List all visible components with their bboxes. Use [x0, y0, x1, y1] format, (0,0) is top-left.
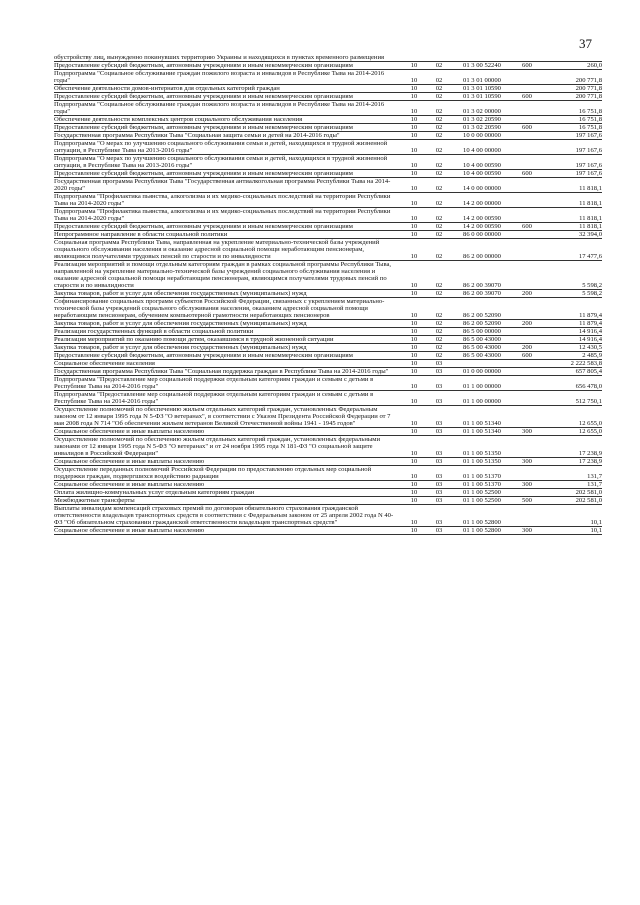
subsection-cell: 02: [426, 352, 452, 360]
target-article-cell: 01 3 02 20590: [452, 124, 512, 132]
table-row: [54, 406, 602, 428]
expense-type-cell: 600: [512, 352, 542, 360]
section-cell: 10: [402, 261, 426, 290]
target-article-cell: 01 1 00 51340: [452, 428, 512, 436]
section-cell: 10: [402, 458, 426, 466]
target-article-cell: 01 3 00 52240: [452, 62, 512, 70]
item-name-cell: Государственная программа Республики Тыва "Социальная поддержка граждан в Республике Тыва на 2014-2016 годы": [54, 368, 402, 376]
subsection-cell: 02: [426, 178, 452, 193]
budget-table: [54, 54, 602, 535]
section-cell: 10: [402, 290, 426, 298]
target-article-cell: 14 2 00 00000: [452, 193, 512, 208]
target-article-cell: 86 2 00 52090: [452, 320, 512, 328]
item-name-cell: Осуществление переданных полномочий Российской Федерации по предоставлению отдельных мер социальной поддержки граждан, подвергшихся воздействию радиации: [54, 466, 402, 481]
expense-type-cell: [512, 368, 542, 376]
target-article-cell: 01 0 00 00000: [452, 368, 512, 376]
expense-type-cell: 300: [512, 481, 542, 489]
amount-cell: 200 771,8: [542, 85, 602, 93]
expense-type-cell: [512, 231, 542, 239]
amount-cell: 202 581,0: [542, 497, 602, 505]
table-row: [54, 178, 602, 193]
expense-type-cell: 300: [512, 527, 542, 535]
table-row: [54, 193, 602, 208]
amount-cell: 2 222 583,8: [542, 360, 602, 368]
target-article-cell: 01 1 00 00000: [452, 376, 512, 391]
target-article-cell: 10 4 00 00000: [452, 140, 512, 155]
item-name-cell: Закупка товаров, работ и услуг для обеспечения государственных (муниципальных) нужд: [54, 320, 402, 328]
amount-cell: 260,0: [542, 62, 602, 70]
subsection-cell: 03: [426, 497, 452, 505]
item-name-cell: Предоставление субсидий бюджетным, автономным учреждениям и иным некоммерческим организациям: [54, 124, 402, 132]
amount-cell: 200 771,8: [542, 93, 602, 101]
section-cell: 10: [402, 489, 426, 497]
subsection-cell: 03: [426, 391, 452, 406]
item-name-cell: Непрограммное направление в области социальной политики: [54, 231, 402, 239]
table-row: [54, 54, 602, 62]
subsection-cell: 02: [426, 116, 452, 124]
target-article-cell: 86 0 00 00000: [452, 231, 512, 239]
section-cell: 10: [402, 406, 426, 428]
target-article-cell: [452, 360, 512, 368]
subsection-cell: 03: [426, 466, 452, 481]
table-row: [54, 140, 602, 155]
expense-type-cell: [512, 466, 542, 481]
target-article-cell: 86 5 00 43000: [452, 352, 512, 360]
table-row: [54, 489, 602, 497]
target-article-cell: 86 5 00 43000: [452, 336, 512, 344]
table-row: [54, 344, 602, 352]
amount-cell: 10,1: [542, 527, 602, 535]
item-name-cell: Обеспечение деятельности домов-интернатов для отдельных категорий граждан: [54, 85, 402, 93]
item-name-cell: Реализация мероприятий и помощи отдельным категориям граждан в рамках социальной программы Республики Тыва, направленной на укрепление материально-технической базы учреждений социального обслуживания населения и оказание адресной социальной помощи неработающим пенсионерам, являющимся получателями трудовых пенсий по старости и по инвалидности: [54, 261, 402, 290]
amount-cell: 17 238,9: [542, 436, 602, 458]
expense-type-cell: [512, 336, 542, 344]
amount-cell: 11 879,4: [542, 298, 602, 320]
subsection-cell: 02: [426, 298, 452, 320]
section-cell: 10: [402, 360, 426, 368]
amount-cell: 14 916,4: [542, 328, 602, 336]
subsection-cell: 03: [426, 376, 452, 391]
table-row: [54, 328, 602, 336]
target-article-cell: 01 1 00 52800: [452, 505, 512, 527]
budget-table-body: [54, 54, 602, 535]
table-row: [54, 116, 602, 124]
amount-cell: 17 477,6: [542, 239, 602, 261]
section-cell: 10: [402, 505, 426, 527]
item-name-cell: Предоставление субсидий бюджетным, автономным учреждениям и иным некоммерческим организациям: [54, 170, 402, 178]
amount-cell: [542, 54, 602, 62]
amount-cell: 197 167,6: [542, 155, 602, 170]
section-cell: 10: [402, 428, 426, 436]
section-cell: 10: [402, 320, 426, 328]
subsection-cell: 03: [426, 527, 452, 535]
item-name-cell: Социальное обеспечение и иные выплаты населению: [54, 428, 402, 436]
amount-cell: 10,1: [542, 505, 602, 527]
expense-type-cell: [512, 193, 542, 208]
target-article-cell: 01 1 00 51370: [452, 466, 512, 481]
target-article-cell: 01 3 02 20590: [452, 116, 512, 124]
expense-type-cell: [512, 208, 542, 223]
item-name-cell: Подпрограмма "Предоставление мер социальной поддержки отдельным категориям граждан и семьям с детьми в Республике Тыва на 2014-2016 годы": [54, 391, 402, 406]
subsection-cell: 02: [426, 290, 452, 298]
item-name-cell: Подпрограмма "Социальное обслуживание граждан пожилого возраста и инвалидов в Республике Тыва на 2014-2016 годы": [54, 70, 402, 85]
expense-type-cell: [512, 70, 542, 85]
section-cell: 10: [402, 352, 426, 360]
item-name-cell: Осуществление полномочий по обеспечению жильем отдельных категорий граждан, установленных Федеральным законом от 12 января 1995 года N 5-ФЗ "О ветеранах", в соответствии с Указом Президента Российской Федерации от 7 мая 2008 года N 714 "Об обеспечении жильем ветеранов Великой Отечественной войны 1941 - 1945 годов": [54, 406, 402, 428]
target-article-cell: 86 5 00 00000: [452, 328, 512, 336]
amount-cell: 197 167,6: [542, 132, 602, 140]
subsection-cell: 03: [426, 428, 452, 436]
table-row: [54, 497, 602, 505]
amount-cell: 2 485,9: [542, 352, 602, 360]
subsection-cell: 03: [426, 505, 452, 527]
target-article-cell: 01 1 00 00000: [452, 391, 512, 406]
expense-type-cell: 300: [512, 428, 542, 436]
section-cell: 10: [402, 62, 426, 70]
table-row: [54, 93, 602, 101]
table-row: [54, 391, 602, 406]
subsection-cell: 02: [426, 124, 452, 132]
table-row: [54, 101, 602, 116]
subsection-cell: 03: [426, 406, 452, 428]
section-cell: 10: [402, 239, 426, 261]
table-row: [54, 481, 602, 489]
table-row: [54, 527, 602, 535]
target-article-cell: 86 5 00 43000: [452, 344, 512, 352]
section-cell: 10: [402, 336, 426, 344]
section-cell: 10: [402, 178, 426, 193]
target-article-cell: [452, 54, 512, 62]
target-article-cell: 01 1 00 51350: [452, 436, 512, 458]
section-cell: 10: [402, 93, 426, 101]
subsection-cell: 03: [426, 436, 452, 458]
amount-cell: 131,7: [542, 466, 602, 481]
subsection-cell: 02: [426, 70, 452, 85]
section-cell: 10: [402, 208, 426, 223]
expense-type-cell: 300: [512, 458, 542, 466]
item-name-cell: Софинансирование социальных программ субъектов Российской Федерации, связанных с укреплением материально-технической базы учреждений социального обслуживания населения, оказанием адресной социальной помощи неработающим пенсионерам, обучением компьютерной грамотности неработающих пенсионеров: [54, 298, 402, 320]
amount-cell: 11 879,4: [542, 320, 602, 328]
page-number: 37: [579, 36, 592, 51]
subsection-cell: 02: [426, 239, 452, 261]
item-name-cell: Социальное обеспечение и иные выплаты населению: [54, 527, 402, 535]
target-article-cell: 01 1 00 52500: [452, 497, 512, 505]
target-article-cell: 86 2 00 52090: [452, 298, 512, 320]
item-name-cell: Социальная программа Республики Тыва, направленная на укрепление материально-технической базы учреждений социального обслуживания населения и оказание адресной социальной помощи неработающим пенсионерам, являющимся получателями трудовых пенсий по старости и по инвалидности: [54, 239, 402, 261]
item-name-cell: Обеспечение деятельности комплексных центров социального обслуживания населения: [54, 116, 402, 124]
table-row: [54, 352, 602, 360]
item-name-cell: Государственная программа Республики Тыва "Государственная антиалкогольная программа Республики Тыва на 2014-2020 годы": [54, 178, 402, 193]
table-row: [54, 336, 602, 344]
subsection-cell: 02: [426, 223, 452, 231]
section-cell: [402, 54, 426, 62]
subsection-cell: 03: [426, 360, 452, 368]
expense-type-cell: 600: [512, 124, 542, 132]
expense-type-cell: 200: [512, 344, 542, 352]
section-cell: 10: [402, 481, 426, 489]
expense-type-cell: 200: [512, 290, 542, 298]
expense-type-cell: 600: [512, 93, 542, 101]
item-name-cell: обустройству лиц, вынужденно покинувших территорию Украины и находящихся в пунктах временного размещения: [54, 54, 402, 62]
section-cell: 10: [402, 527, 426, 535]
table-row: [54, 320, 602, 328]
item-name-cell: Оплата жилищно-коммунальных услуг отдельным категориям граждан: [54, 489, 402, 497]
amount-cell: 202 581,0: [542, 489, 602, 497]
subsection-cell: 02: [426, 62, 452, 70]
amount-cell: 657 805,4: [542, 368, 602, 376]
item-name-cell: Предоставление субсидий бюджетным, автономным учреждениям и иным некоммерческим организациям: [54, 93, 402, 101]
amount-cell: 32 394,0: [542, 231, 602, 239]
amount-cell: 17 238,9: [542, 458, 602, 466]
item-name-cell: Реализация мероприятий по оказанию помощи детям, оказавшимся в трудной жизненной ситуации: [54, 336, 402, 344]
table-row: [54, 155, 602, 170]
target-article-cell: 01 1 00 52500: [452, 489, 512, 497]
subsection-cell: 03: [426, 368, 452, 376]
amount-cell: 656 478,0: [542, 376, 602, 391]
table-row: [54, 458, 602, 466]
expense-type-cell: 600: [512, 62, 542, 70]
expense-type-cell: [512, 406, 542, 428]
expense-type-cell: [512, 436, 542, 458]
subsection-cell: 02: [426, 336, 452, 344]
table-row: [54, 85, 602, 93]
amount-cell: 12 655,0: [542, 406, 602, 428]
item-name-cell: Межбюджетные трансферты: [54, 497, 402, 505]
section-cell: 10: [402, 124, 426, 132]
expense-type-cell: [512, 155, 542, 170]
section-cell: 10: [402, 298, 426, 320]
item-name-cell: Социальное обеспечение и иные выплаты населению: [54, 458, 402, 466]
item-name-cell: Подпрограмма "О мерах по улучшению социального обслуживания семьи и детей, находящихся в трудной жизненной ситуации, в Республике Тыва на 2013-2016 годы": [54, 140, 402, 155]
expense-type-cell: [512, 132, 542, 140]
section-cell: 10: [402, 85, 426, 93]
item-name-cell: Подпрограмма "Социальное обслуживание граждан пожилого возраста и инвалидов в Республике Тыва на 2014-2016 годы": [54, 101, 402, 116]
amount-cell: 197 167,6: [542, 170, 602, 178]
target-article-cell: 01 1 00 51370: [452, 481, 512, 489]
amount-cell: 16 751,8: [542, 116, 602, 124]
amount-cell: 11 818,1: [542, 178, 602, 193]
amount-cell: 14 916,4: [542, 336, 602, 344]
expense-type-cell: [512, 101, 542, 116]
section-cell: 10: [402, 193, 426, 208]
table-row: [54, 223, 602, 231]
item-name-cell: Подпрограмма "Профилактика пьянства, алкоголизма и их медико-социальных последствий на территории Республики Тыва на 2014-2020 годы": [54, 193, 402, 208]
expense-type-cell: [512, 239, 542, 261]
target-article-cell: 10 0 00 00000: [452, 132, 512, 140]
subsection-cell: 02: [426, 208, 452, 223]
table-row: [54, 231, 602, 239]
item-name-cell: Подпрограмма "Профилактика пьянства, алкоголизма и их медико-социальных последствий на территории Республики Тыва на 2014-2020 годы": [54, 208, 402, 223]
table-row: [54, 124, 602, 132]
expense-type-cell: [512, 261, 542, 290]
target-article-cell: 14 0 00 00000: [452, 178, 512, 193]
target-article-cell: 10 4 00 00590: [452, 155, 512, 170]
amount-cell: 11 818,1: [542, 193, 602, 208]
section-cell: 10: [402, 436, 426, 458]
target-article-cell: 14 2 00 00590: [452, 208, 512, 223]
expense-type-cell: 600: [512, 223, 542, 231]
expense-type-cell: [512, 178, 542, 193]
section-cell: 10: [402, 155, 426, 170]
target-article-cell: 01 1 00 51340: [452, 406, 512, 428]
amount-cell: 12 430,5: [542, 344, 602, 352]
subsection-cell: 02: [426, 261, 452, 290]
item-name-cell: Осуществление полномочий по обеспечению жильем отдельных категорий граждан, установленных федеральными законами от 12 января 1995 года N 5-ФЗ "О ветеранах" и от 24 ноября 1995 года N 181-ФЗ "О социальной защите инвалидов в Российской Федерации": [54, 436, 402, 458]
subsection-cell: 03: [426, 458, 452, 466]
amount-cell: 512 750,1: [542, 391, 602, 406]
amount-cell: 131,7: [542, 481, 602, 489]
item-name-cell: Предоставление субсидий бюджетным, автономным учреждениям и иным некоммерческим организациям: [54, 352, 402, 360]
item-name-cell: Подпрограмма "О мерах по улучшению социального обслуживания семьи и детей, находящихся в трудной жизненной ситуации, в Республике Тыва на 2013-2016 годы": [54, 155, 402, 170]
subsection-cell: 02: [426, 320, 452, 328]
section-cell: 10: [402, 132, 426, 140]
item-name-cell: Реализация государственных функций в области социальной политики: [54, 328, 402, 336]
table-row: [54, 208, 602, 223]
expense-type-cell: [512, 505, 542, 527]
section-cell: 10: [402, 101, 426, 116]
amount-cell: 12 655,0: [542, 428, 602, 436]
expense-type-cell: [512, 298, 542, 320]
table-row: [54, 436, 602, 458]
table-row: [54, 290, 602, 298]
target-article-cell: 86 2 00 39070: [452, 261, 512, 290]
target-article-cell: 01 3 01 10590: [452, 85, 512, 93]
item-name-cell: Социальное обеспечение населения: [54, 360, 402, 368]
table-row: [54, 466, 602, 481]
expense-type-cell: 500: [512, 497, 542, 505]
target-article-cell: 01 1 00 51350: [452, 458, 512, 466]
table-row: [54, 239, 602, 261]
subsection-cell: 02: [426, 170, 452, 178]
section-cell: 10: [402, 116, 426, 124]
expense-type-cell: [512, 116, 542, 124]
target-article-cell: 86 2 00 39070: [452, 290, 512, 298]
subsection-cell: 02: [426, 328, 452, 336]
item-name-cell: Социальное обеспечение и иные выплаты населению: [54, 481, 402, 489]
item-name-cell: Государственная программа Республики Тыва "Социальная защита семьи и детей на 2014-2016 годы": [54, 132, 402, 140]
target-article-cell: 01 3 01 00000: [452, 70, 512, 85]
subsection-cell: 02: [426, 344, 452, 352]
table-row: [54, 376, 602, 391]
table-row: [54, 70, 602, 85]
expense-type-cell: [512, 85, 542, 93]
expense-type-cell: [512, 489, 542, 497]
section-cell: 10: [402, 391, 426, 406]
table-row: [54, 368, 602, 376]
subsection-cell: [426, 54, 452, 62]
section-cell: 10: [402, 497, 426, 505]
subsection-cell: 02: [426, 85, 452, 93]
table-row: [54, 170, 602, 178]
item-name-cell: Предоставление субсидий бюджетным, автономным учреждениям и иным некоммерческим организациям: [54, 223, 402, 231]
expense-type-cell: 200: [512, 320, 542, 328]
expense-type-cell: [512, 376, 542, 391]
expense-type-cell: [512, 391, 542, 406]
target-article-cell: 14 2 00 00590: [452, 223, 512, 231]
item-name-cell: Закупка товаров, работ и услуг для обеспечения государственных (муниципальных) нужд: [54, 290, 402, 298]
section-cell: 10: [402, 344, 426, 352]
section-cell: 10: [402, 231, 426, 239]
table-row: [54, 505, 602, 527]
amount-cell: 16 751,8: [542, 124, 602, 132]
amount-cell: 5 598,2: [542, 290, 602, 298]
subsection-cell: 02: [426, 193, 452, 208]
expense-type-cell: [512, 140, 542, 155]
item-name-cell: Выплаты инвалидам компенсаций страховых премий по договорам обязательного страхования гражданской ответственности владельцев транспортных средств в соответствии с Федеральным законом от 25 апреля 2002 года N 40-ФЗ "Об обязательном страховании гражданской ответственности владельцев транспортных средств": [54, 505, 402, 527]
target-article-cell: 01 1 00 52800: [452, 527, 512, 535]
table-row: [54, 298, 602, 320]
section-cell: 10: [402, 140, 426, 155]
subsection-cell: 03: [426, 489, 452, 497]
expense-type-cell: 600: [512, 170, 542, 178]
expense-type-cell: [512, 360, 542, 368]
expense-type-cell: [512, 54, 542, 62]
table-row: [54, 428, 602, 436]
amount-cell: 11 818,1: [542, 208, 602, 223]
amount-cell: 200 771,8: [542, 70, 602, 85]
section-cell: 10: [402, 376, 426, 391]
table-row: [54, 62, 602, 70]
table-row: [54, 261, 602, 290]
section-cell: 10: [402, 466, 426, 481]
section-cell: 10: [402, 223, 426, 231]
section-cell: 10: [402, 70, 426, 85]
subsection-cell: 02: [426, 93, 452, 101]
expense-type-cell: [512, 328, 542, 336]
table-row: [54, 132, 602, 140]
amount-cell: 11 818,1: [542, 223, 602, 231]
section-cell: 10: [402, 368, 426, 376]
subsection-cell: 02: [426, 140, 452, 155]
amount-cell: 197 167,6: [542, 140, 602, 155]
target-article-cell: 01 3 02 00000: [452, 101, 512, 116]
section-cell: 10: [402, 170, 426, 178]
target-article-cell: 01 3 01 10590: [452, 93, 512, 101]
subsection-cell: 02: [426, 101, 452, 116]
target-article-cell: 86 2 00 00000: [452, 239, 512, 261]
target-article-cell: 10 4 00 00590: [452, 170, 512, 178]
subsection-cell: 02: [426, 155, 452, 170]
item-name-cell: Закупка товаров, работ и услуг для обеспечения государственных (муниципальных) нужд: [54, 344, 402, 352]
subsection-cell: 02: [426, 132, 452, 140]
subsection-cell: 02: [426, 231, 452, 239]
table-row: [54, 360, 602, 368]
item-name-cell: Предоставление субсидий бюджетным, автономным учреждениям и иным некоммерческим организациям: [54, 62, 402, 70]
amount-cell: 16 751,8: [542, 101, 602, 116]
subsection-cell: 03: [426, 481, 452, 489]
section-cell: 10: [402, 328, 426, 336]
item-name-cell: Подпрограмма "Предоставление мер социальной поддержки отдельным категориям граждан и семьям с детьми в Республике Тыва на 2014-2016 годы": [54, 376, 402, 391]
amount-cell: 5 598,2: [542, 261, 602, 290]
